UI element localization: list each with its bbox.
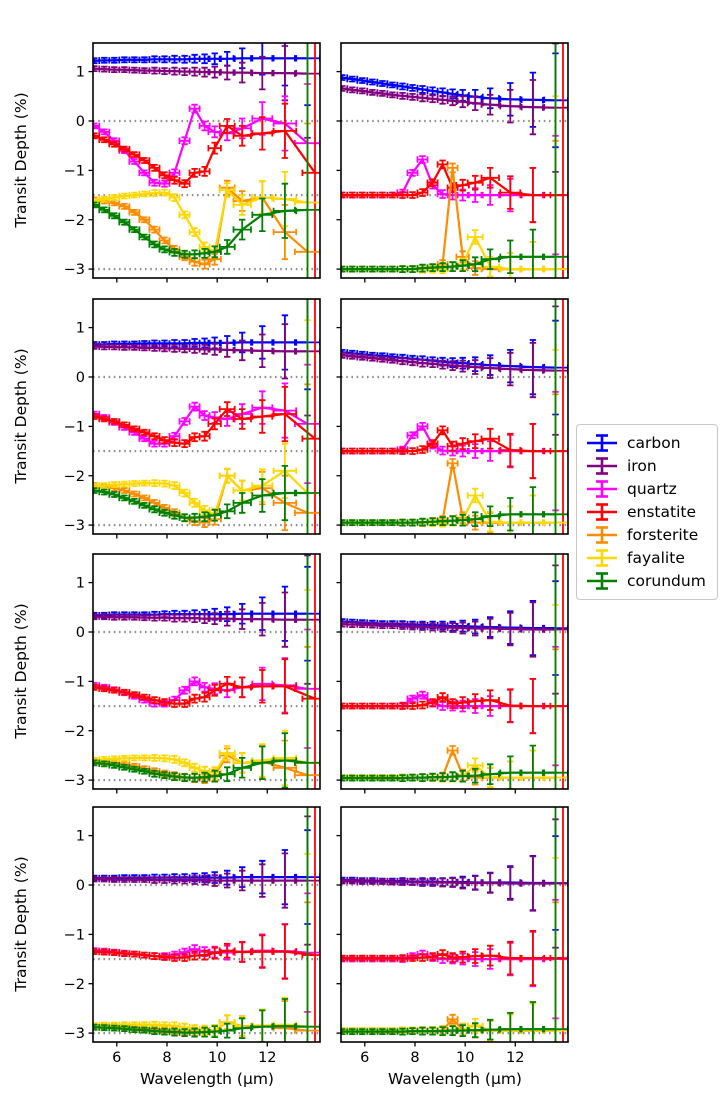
panel-svg-row3-left bbox=[47, 546, 330, 819]
errorbar-icon bbox=[585, 501, 619, 523]
svg-text:−2: −2 bbox=[63, 976, 85, 993]
svg-text:6: 6 bbox=[360, 1050, 370, 1066]
x-axis-label: Wavelength (μm) bbox=[388, 1070, 522, 1088]
errorbar-icon bbox=[585, 478, 619, 500]
legend-label: fayalite bbox=[627, 549, 685, 567]
legend-item-forsterite bbox=[585, 524, 706, 546]
svg-text:1: 1 bbox=[75, 64, 85, 81]
svg-text:0: 0 bbox=[75, 370, 85, 387]
svg-text:−2: −2 bbox=[63, 723, 85, 740]
svg-text:0: 0 bbox=[75, 625, 85, 642]
svg-text:−2: −2 bbox=[63, 212, 85, 229]
svg-text:10: 10 bbox=[207, 1050, 227, 1066]
legend bbox=[576, 424, 718, 600]
svg-text:−3: −3 bbox=[63, 262, 85, 279]
svg-text:−3: −3 bbox=[63, 518, 85, 535]
y-axis-label: Transit Depth (%) bbox=[12, 92, 30, 228]
legend-label: iron bbox=[627, 457, 657, 475]
panel-svg-row1-right bbox=[295, 35, 578, 308]
legend-item-corundum bbox=[585, 570, 706, 592]
panel-svg-row4-left bbox=[47, 799, 330, 1072]
y-axis-label: Transit Depth (%) bbox=[12, 348, 30, 484]
panel-svg-row2-left bbox=[47, 291, 330, 564]
errorbar-icon bbox=[585, 570, 619, 592]
svg-text:−1: −1 bbox=[63, 927, 85, 944]
legend-item-iron bbox=[585, 455, 706, 477]
svg-text:8: 8 bbox=[162, 1050, 172, 1066]
svg-text:8: 8 bbox=[410, 1050, 420, 1066]
subplot-row4-left bbox=[47, 799, 330, 1072]
svg-text:−2: −2 bbox=[63, 468, 85, 485]
svg-text:12: 12 bbox=[506, 1050, 525, 1066]
legend-label: forsterite bbox=[627, 526, 699, 544]
svg-text:0: 0 bbox=[75, 114, 85, 131]
y-axis-label: Transit Depth (%) bbox=[12, 856, 30, 992]
legend-label: corundum bbox=[627, 572, 706, 590]
x-axis-label: Wavelength (μm) bbox=[140, 1070, 274, 1088]
subplot-row1-right bbox=[295, 35, 578, 308]
errorbar-icon bbox=[585, 547, 619, 569]
panel-svg-row4-right bbox=[295, 799, 578, 1072]
errorbar-icon bbox=[585, 524, 619, 546]
svg-text:−1: −1 bbox=[63, 674, 85, 691]
subplot-row4-right bbox=[295, 799, 578, 1072]
y-axis-label: Transit Depth (%) bbox=[12, 603, 30, 739]
legend-label: quartz bbox=[627, 480, 677, 498]
legend-item-enstatite bbox=[585, 501, 706, 523]
errorbar-icon bbox=[585, 455, 619, 477]
panel-svg-row1-left bbox=[47, 35, 330, 308]
legend-item-carbon bbox=[585, 432, 706, 454]
svg-text:−1: −1 bbox=[63, 419, 85, 436]
svg-text:1: 1 bbox=[75, 320, 85, 337]
svg-text:−3: −3 bbox=[63, 1026, 85, 1043]
svg-text:−1: −1 bbox=[63, 163, 85, 180]
svg-text:6: 6 bbox=[112, 1050, 122, 1066]
panel-svg-row3-right bbox=[295, 546, 578, 819]
svg-text:−3: −3 bbox=[63, 773, 85, 790]
svg-text:12: 12 bbox=[258, 1050, 277, 1066]
legend-item-quartz bbox=[585, 478, 706, 500]
subplot-row2-right bbox=[295, 291, 578, 564]
panel-svg-row2-right bbox=[295, 291, 578, 564]
svg-text:0: 0 bbox=[75, 878, 85, 895]
legend-label: enstatite bbox=[627, 503, 697, 521]
subplot-row3-right bbox=[295, 546, 578, 819]
subplot-row1-left bbox=[47, 35, 330, 308]
subplot-row3-left bbox=[47, 546, 330, 819]
legend-label: carbon bbox=[627, 434, 681, 452]
legend-item-fayalite bbox=[585, 547, 706, 569]
svg-text:10: 10 bbox=[455, 1050, 475, 1066]
svg-text:1: 1 bbox=[75, 828, 85, 845]
errorbar-icon bbox=[585, 432, 619, 454]
subplot-row2-left bbox=[47, 291, 330, 564]
svg-text:1: 1 bbox=[75, 575, 85, 592]
